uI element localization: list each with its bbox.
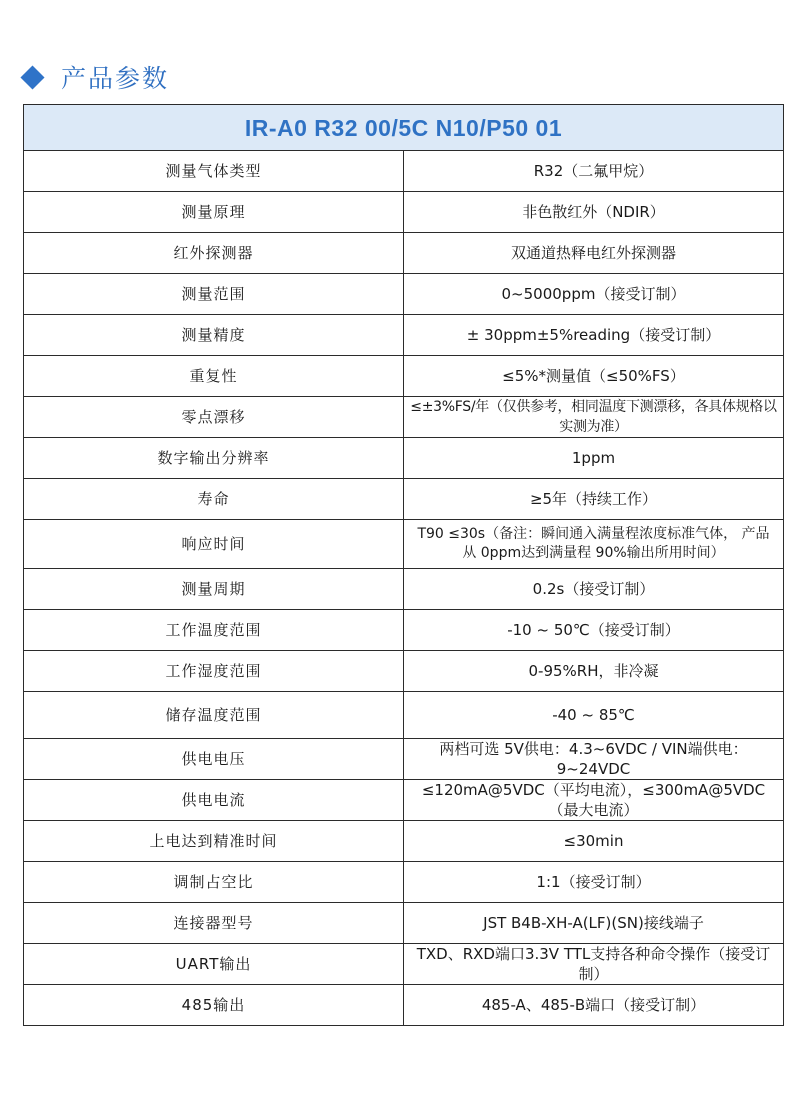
section-title: 产品参数 — [61, 64, 170, 93]
param-label: 测量原理 — [24, 192, 404, 233]
param-label: 调制占空比 — [24, 862, 404, 903]
param-value: ≤30min — [404, 821, 784, 862]
param-value: 0-95%RH，非冷凝 — [404, 651, 784, 692]
table-row — [24, 610, 784, 651]
param-label: 上电达到精准时间 — [24, 821, 404, 862]
product-parameters-table — [23, 104, 784, 1026]
param-value: 0~5000ppm（接受订制） — [404, 274, 784, 315]
param-value: -10 ~ 50℃（接受订制） — [404, 610, 784, 651]
table-row — [24, 944, 784, 985]
param-label: 测量周期 — [24, 569, 404, 610]
param-value: 1ppm — [404, 438, 784, 479]
table-row — [24, 569, 784, 610]
param-label: 工作温度范围 — [24, 610, 404, 651]
param-value: ± 30ppm±5%reading（接受订制） — [404, 315, 784, 356]
table-row — [24, 192, 784, 233]
param-value: ≤5%*测量值（≤50%FS） — [404, 356, 784, 397]
param-label: 485输出 — [24, 985, 404, 1026]
param-label: 红外探测器 — [24, 233, 404, 274]
table-row — [24, 438, 784, 479]
param-label: 供电电流 — [24, 780, 404, 821]
param-value: ≥5年（持续工作） — [404, 479, 784, 520]
param-label: 响应时间 — [24, 520, 404, 569]
param-value: R32（二氟甲烷） — [404, 151, 784, 192]
param-value: 非色散红外（NDIR） — [404, 192, 784, 233]
table-row — [24, 692, 784, 739]
table-row — [24, 315, 784, 356]
param-value: -40 ~ 85℃ — [404, 692, 784, 739]
table-row — [24, 985, 784, 1026]
param-label: 储存温度范围 — [24, 692, 404, 739]
model-row — [24, 105, 784, 151]
param-label: 工作湿度范围 — [24, 651, 404, 692]
param-value: 双通道热释电红外探测器 — [404, 233, 784, 274]
section-header — [19, 60, 169, 94]
param-value: 485-A、485-B端口（接受订制） — [404, 985, 784, 1026]
table-row — [24, 520, 784, 569]
table-row — [24, 739, 784, 780]
param-label: 连接器型号 — [24, 903, 404, 944]
param-label: 供电电压 — [24, 739, 404, 780]
param-value: ≤120mA@5VDC（平均电流），≤300mA@5VDC（最大电流） — [404, 780, 784, 821]
param-label: 重复性 — [24, 356, 404, 397]
param-label: 寿命 — [24, 479, 404, 520]
param-value: 0.2s（接受订制） — [404, 569, 784, 610]
param-value: T90 ≤30s（备注：瞬间通入满量程浓度标准气体， 产品 从 0ppm达到满量程 90%输出所用时间） — [404, 520, 784, 569]
table-row — [24, 821, 784, 862]
table-row — [24, 780, 784, 821]
param-value: 两档可选 5V供电：4.3~6VDC / VIN端供电：9~24VDC — [404, 739, 784, 780]
param-label: 测量范围 — [24, 274, 404, 315]
param-value: 1:1（接受订制） — [404, 862, 784, 903]
table-row — [24, 356, 784, 397]
table-row — [24, 651, 784, 692]
table-row — [24, 151, 784, 192]
table-row — [24, 903, 784, 944]
param-label: UART输出 — [24, 944, 404, 985]
model-number: IR-A0 R32 00/5C N10/P50 01 — [24, 105, 784, 151]
param-label: 数字输出分辨率 — [24, 438, 404, 479]
param-value: ≤±3%FS/年（仅供参考，相同温度下测漂移，各具体规格以实测为准） — [404, 397, 784, 438]
param-value: JST B4B-XH-A(LF)(SN)接线端子 — [404, 903, 784, 944]
table-row — [24, 233, 784, 274]
table-row — [24, 274, 784, 315]
table-row — [24, 479, 784, 520]
param-value: TXD、RXD端口3.3V TTL支持各种命令操作（接受订制） — [404, 944, 784, 985]
param-label: 测量气体类型 — [24, 151, 404, 192]
diamond-bullet-icon — [20, 65, 44, 89]
table-row — [24, 397, 784, 438]
param-label: 零点漂移 — [24, 397, 404, 438]
param-label: 测量精度 — [24, 315, 404, 356]
table-row — [24, 862, 784, 903]
